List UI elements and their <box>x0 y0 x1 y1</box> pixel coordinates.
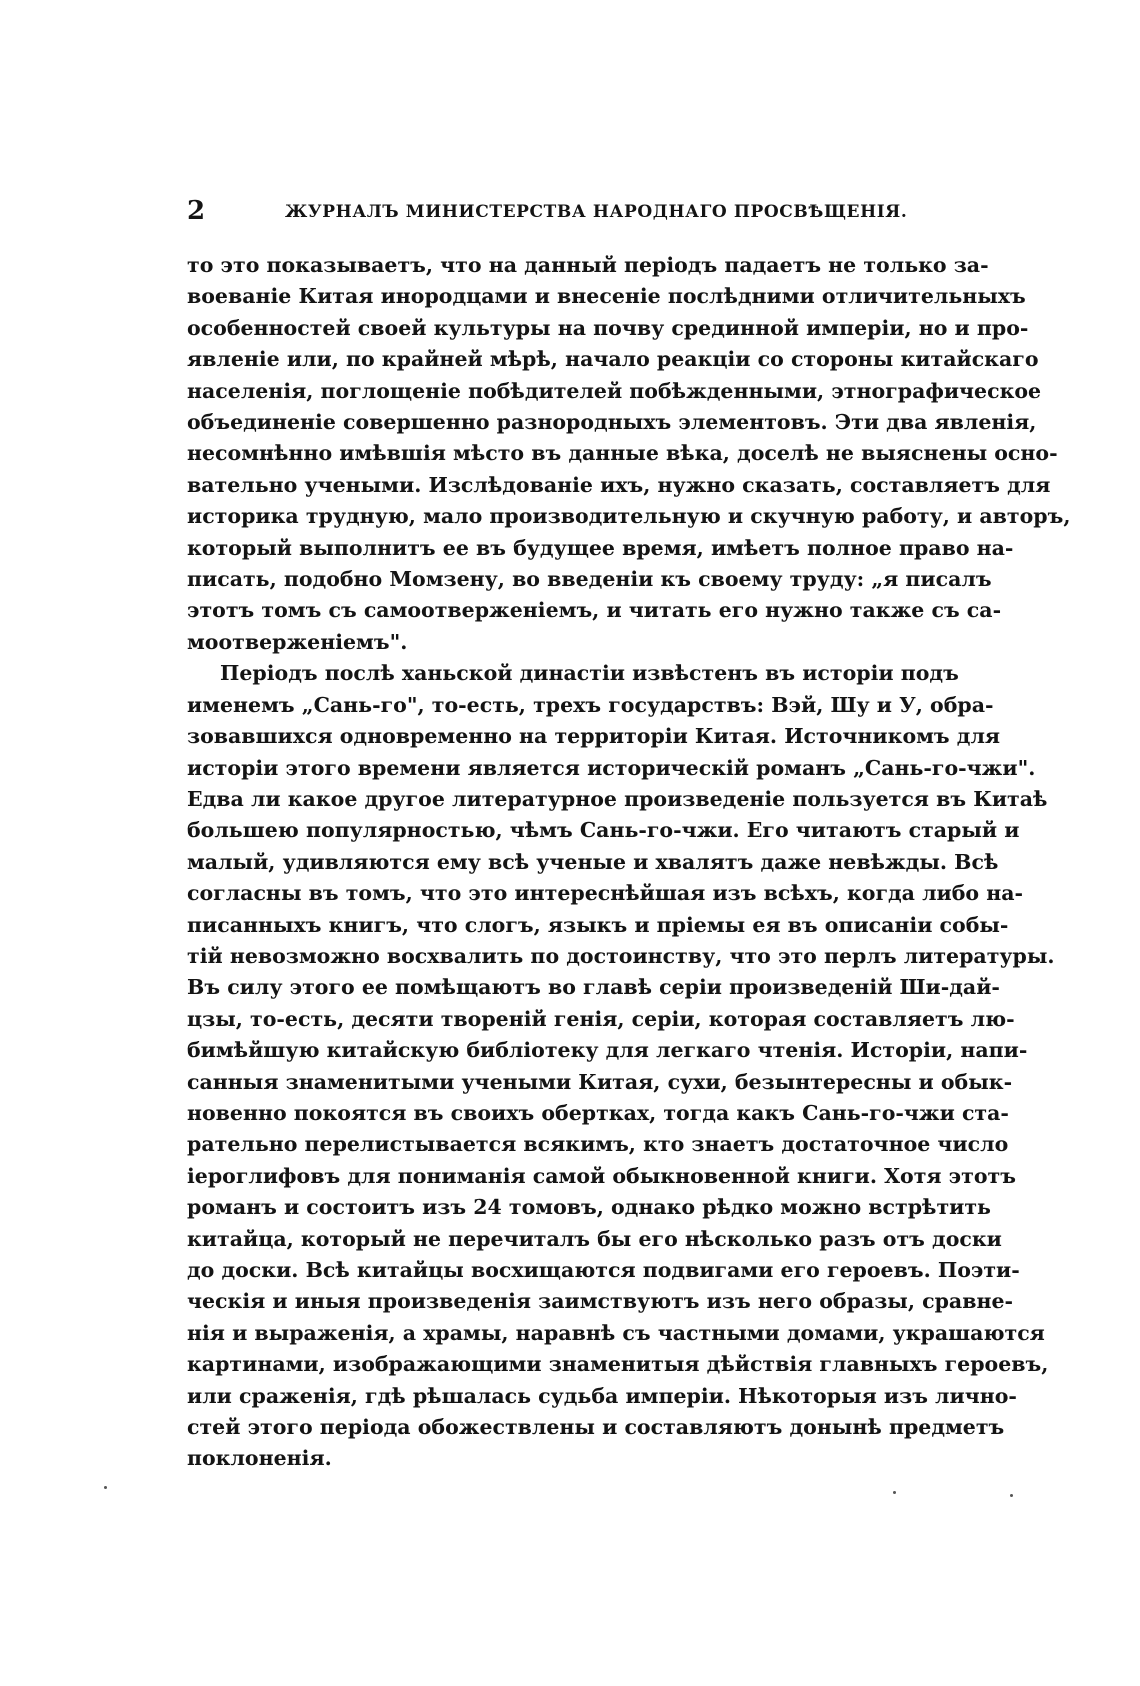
text-line: зовавшихся одновременно на территоріи Китая. Источникомъ для <box>187 724 1001 749</box>
text-line: поклоненія. <box>187 1446 332 1471</box>
text-line: Въ силу этого ее помѣщаютъ во главѣ серіи произведеній Ши-дай- <box>187 975 1000 1000</box>
text-line: бимѣйшую китайскую библіотеку для легкаго чтенія. Исторіи, напи- <box>187 1038 1028 1063</box>
text-line: картинами, изображающими знаменитыя дѣйствія главныхъ героевъ, <box>187 1352 1049 1377</box>
text-line: особенностей своей культуры на почву срединной имперіи, но и про- <box>187 315 1029 340</box>
scan-speck <box>893 1491 896 1494</box>
page-header <box>187 194 908 228</box>
text-line: китайца, который не перечиталъ бы его нѣсколько разъ отъ доски <box>187 1226 1002 1251</box>
text-line: санныя знаменитыми учеными Китая, сухи, безынтересны и обык- <box>187 1069 1013 1094</box>
text-line: воеваніе Китая инородцами и внесеніе послѣдними отличительныхъ <box>187 284 1026 309</box>
text-line: нія и выраженія, а храмы, наравнѣ съ частными домами, украшаются <box>187 1320 1045 1345</box>
text-line: тій невозможно восхвалить по достоинству, что это перлъ литературы. <box>187 943 1055 968</box>
text-line: именемъ „Сань-го", то-есть, трехъ государствъ: Вэй, Шу и У, обра- <box>187 692 994 717</box>
scan-speck <box>1010 1494 1013 1497</box>
running-title: ЖУРНАЛЪ МИНИСТЕРСТВА НАРОДНАГО ПРОСВѢЩЕНІЯ. <box>285 202 908 222</box>
text-line: этотъ томъ съ самоотверженіемъ, и читать его нужно также съ са- <box>187 598 1002 623</box>
text-line: Періодъ послѣ ханьской династіи извѣстенъ въ исторіи подъ <box>220 661 959 686</box>
scan-speck <box>104 1486 107 1489</box>
text-line: писать, подобно Момзену, во введеніи къ своему труду: „я писалъ <box>187 567 992 592</box>
paragraph-1 <box>187 250 1071 658</box>
text-line: несомнѣнно имѣвшія мѣсто въ данные вѣка, доселѣ не выяснены осно- <box>187 441 1058 466</box>
text-line: цзы, то-есть, десяти твореній генія, серіи, которая составляетъ лю- <box>187 1006 1015 1031</box>
text-line: явленіе или, по крайней мѣрѣ, начало реакціи со стороны китайскаго <box>187 347 1039 372</box>
text-line: стей этого періода обожествлены и составляютъ донынѣ предметъ <box>187 1415 1005 1440</box>
text-line: ческія и иныя произведенія заимствуютъ изъ него образы, сравне- <box>187 1289 1014 1314</box>
text-line: до доски. Всѣ китайцы восхищаются подвигами его героевъ. Поэти- <box>187 1258 1020 1282</box>
text-line: то это показываетъ, что на данный періодъ падаетъ не только за- <box>187 253 989 277</box>
text-line: или сраженія, гдѣ рѣшалась судьба имперіи. Нѣкоторыя изъ лично- <box>187 1383 1017 1408</box>
text-line: большею популярностью, чѣмъ Сань-го-чжи. Его читаютъ старый и <box>187 818 1020 843</box>
text-line: населенія, поглощеніе побѣдителей побѣжденными, этнографическое <box>187 378 1042 403</box>
text-line: моотверженіемъ". <box>187 629 408 654</box>
text-line: вательно учеными. Изслѣдованіе ихъ, нужно сказать, составляетъ для <box>187 472 1051 497</box>
text-line: согласны въ томъ, что это интереснѣйшая изъ всѣхъ, когда либо на- <box>187 881 1024 906</box>
text-line: рательно перелистывается всякимъ, кто знаетъ достаточное число <box>187 1132 1009 1157</box>
text-line: романъ и состоитъ изъ 24 томовъ, однако рѣдко можно встрѣтить <box>187 1195 991 1220</box>
text-line: исторіи этого времени является историческій романъ „Сань-го-чжи". <box>187 755 1036 780</box>
body-text <box>187 250 1071 1475</box>
text-line: новенно покоятся въ своихъ обертках, тогда какъ Сань-го-чжи ста- <box>187 1100 1009 1125</box>
text-line: который выполнитъ ее въ будущее время, имѣетъ полное право на- <box>187 535 1014 560</box>
text-line: историка трудную, мало производительную и скучную работу, и авторъ, <box>187 504 1071 529</box>
text-line: малый, удивляются ему всѣ ученые и хвалятъ даже невѣжды. Всѣ <box>187 849 999 874</box>
paragraph-2 <box>187 658 1055 1475</box>
text-line: писанныхъ книгъ, что слогъ, языкъ и пріемы ея въ описаніи собы- <box>187 912 1009 937</box>
text-line: Едва ли какое другое литературное произведеніе пользуется въ Китаѣ <box>187 786 1048 811</box>
page-number: 2 <box>187 196 206 226</box>
text-line: объединеніе совершенно разнородныхъ элементовъ. Эти два явленія, <box>187 410 1037 435</box>
text-line: іероглифовъ для пониманія самой обыкновенной книги. Хотя этотъ <box>187 1163 1016 1188</box>
